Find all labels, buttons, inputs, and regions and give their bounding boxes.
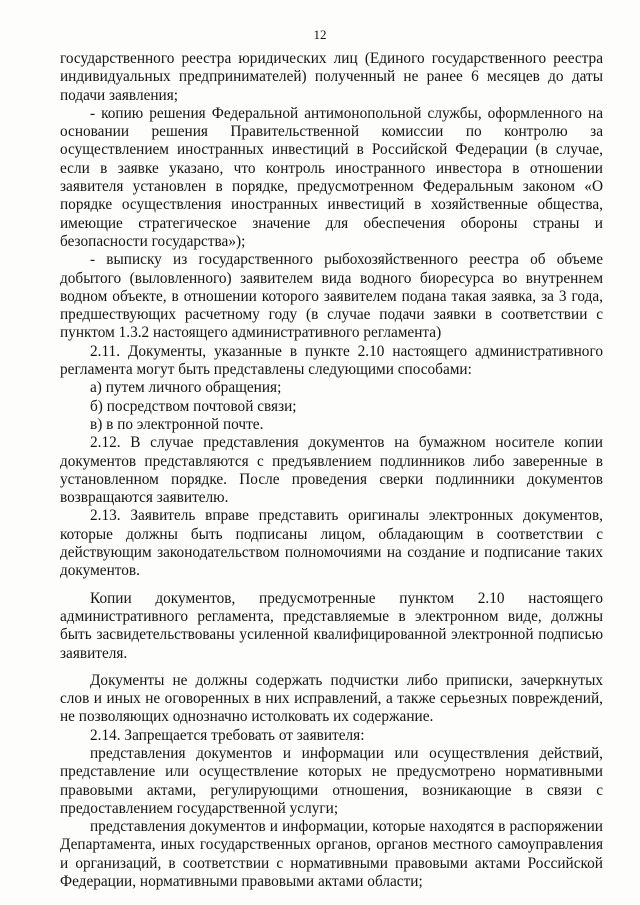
paragraph-registry-continuation: государственного реестра юридических лиц (Единого государственного реестра индивидуальных предпринимателей) полученный не ранее 6 месяцев до даты подачи заявления; — [60, 50, 603, 104]
paragraph-prohibited-documents: представления документов и информации или осуществления действий, представление или осуществление которых не предусмотрено нормативными правовыми актами, регулирующими отношения, возникающие в связи с предоставлением государственной услуги; — [60, 744, 603, 817]
paragraph-fishery-registry-extract: - выписку из государственного рыбохозяйственного реестра об объеме добытого (выловленного) заявителем вида водного биоресурса во внутреннем водном объекте, в отношении которого заявителем подана такая заявка, за 3 года, предшествующих расчетному году (в случае подачи заявки в соответствии с пунктом 1.3.2 настоящего административного регламента) — [60, 251, 603, 342]
paragraph-2-12: 2.12. В случае представления документов на бумажном носителе копии документов представляются с предъявлением подлинников либо заверенные в установленном порядке. После проведения сверки подлинники документов возвращаются заявителю. — [60, 434, 603, 507]
paragraph-electronic-copies: Копии документов, предусмотренные пунктом 2.10 настоящего административного регламента, представляемые в электронном виде, должны быть засвидетельствованы усиленной квалифицированной электронной подписью заявителя. — [60, 589, 603, 662]
paragraph-2-11: 2.11. Документы, указанные в пункте 2.10 настоящего административного регламента могут быть представлены следующими способами: — [60, 342, 603, 379]
list-item-a: а) путем личного обращения; — [90, 379, 282, 397]
document-body — [60, 50, 603, 891]
paragraph-prohibited-information: представления документов и информации, которые находятся в распоряжении Департамента, иных государственных органов, органов местного самоуправления и организаций, в соответствии с нормативными правовыми актами Российской Федерации, нормативными правовыми актами области; — [60, 818, 603, 891]
list-item-b: б) посредством почтовой связи; — [90, 397, 297, 415]
paragraph-2-14: 2.14. Запрещается требовать от заявителя: — [90, 726, 365, 744]
page-number: 12 — [313, 27, 327, 42]
paragraph-no-corrections: Документы не должны содержать подчистки либо приписки, зачеркнутых слов и иных не оговоренных в них исправлений, а также серьезных повреждений, не позволяющих однозначно истолковать их содержание. — [60, 671, 603, 726]
paragraph-fas-decision-copy: - копию решения Федеральной антимонопольной службы, оформленного на основании решения Правительственной комиссии по контролю за осуществлением иностранных инвестиций в Российской Федерации (в случае, если в заявке указано, что контроль иностранного инвестора в отношении заявителя установлен в порядке, предусмотренном Федеральным законом «О порядке осуществления иностранных инвестиций в хозяйственные общества, имеющие стратегическое значение для обеспечения обороны страны и безопасности государства»); — [60, 104, 603, 250]
paragraph-2-13: 2.13. Заявитель вправе представить оригиналы электронных документов, которые должны быть подписаны лицом, обладающим в соответствии с действующим законодательством полномочиями на создание и подписание таких документов. — [60, 507, 603, 580]
list-item-v: в) в по электронной почте. — [90, 415, 264, 433]
